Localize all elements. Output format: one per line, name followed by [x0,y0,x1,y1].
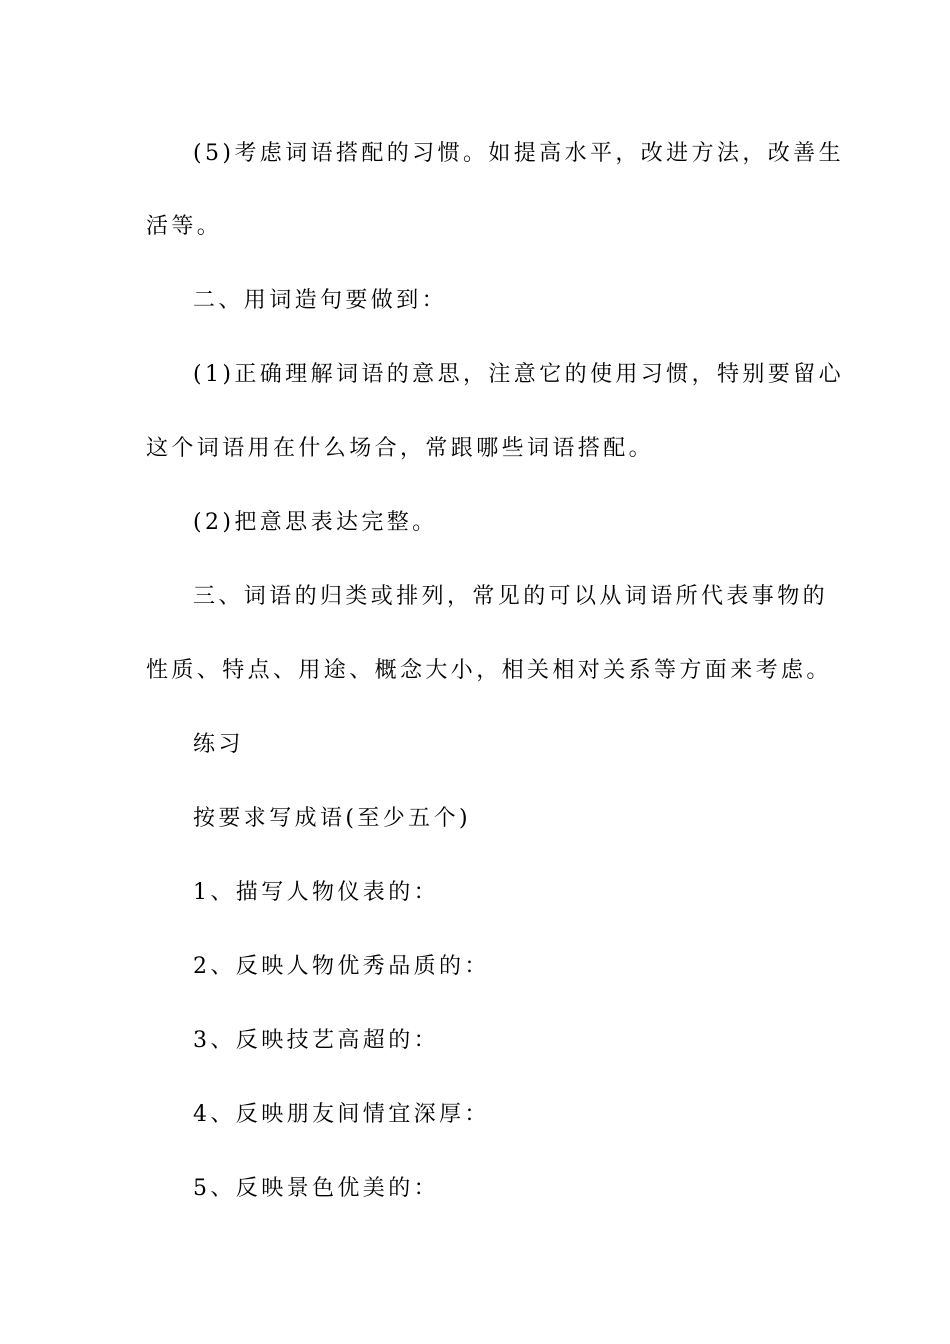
exercise-item-3: 3、反映技艺高超的： [193,1028,439,1053]
paragraph-collocation-habit: (5)考虑词语搭配的习惯。如提高水平，改进方法，改善生 [193,141,844,166]
exercise-item-2: 2、反映人物优秀品质的： [193,954,490,979]
paragraph-understand-meaning: (1)正确理解词语的意思，注意它的使用习惯，特别要留心 [193,362,844,387]
section-heading-classification: 三、词语的归类或排列，常见的可以从词语所代表事物的 [193,584,829,609]
paragraph-understand-meaning-cont: 这个词语用在什么场合，常跟哪些词语搭配。 [146,436,655,461]
exercise-instruction: 按要求写成语(至少五个) [193,806,471,831]
exercise-heading: 练习 [193,732,244,757]
paragraph-complete-meaning: (2)把意思表达完整。 [193,510,438,535]
exercise-item-4: 4、反映朋友间情宜深厚： [193,1102,490,1127]
paragraph-classification-cont: 性质、特点、用途、概念大小，相关相对关系等方面来考虑。 [146,658,832,683]
exercise-item-1: 1、描写人物仪表的： [193,880,439,905]
section-heading-sentence-making: 二、用词造句要做到： [193,288,448,313]
exercise-item-5: 5、反映景色优美的： [193,1176,439,1201]
paragraph-collocation-habit-cont: 活等。 [146,214,223,239]
